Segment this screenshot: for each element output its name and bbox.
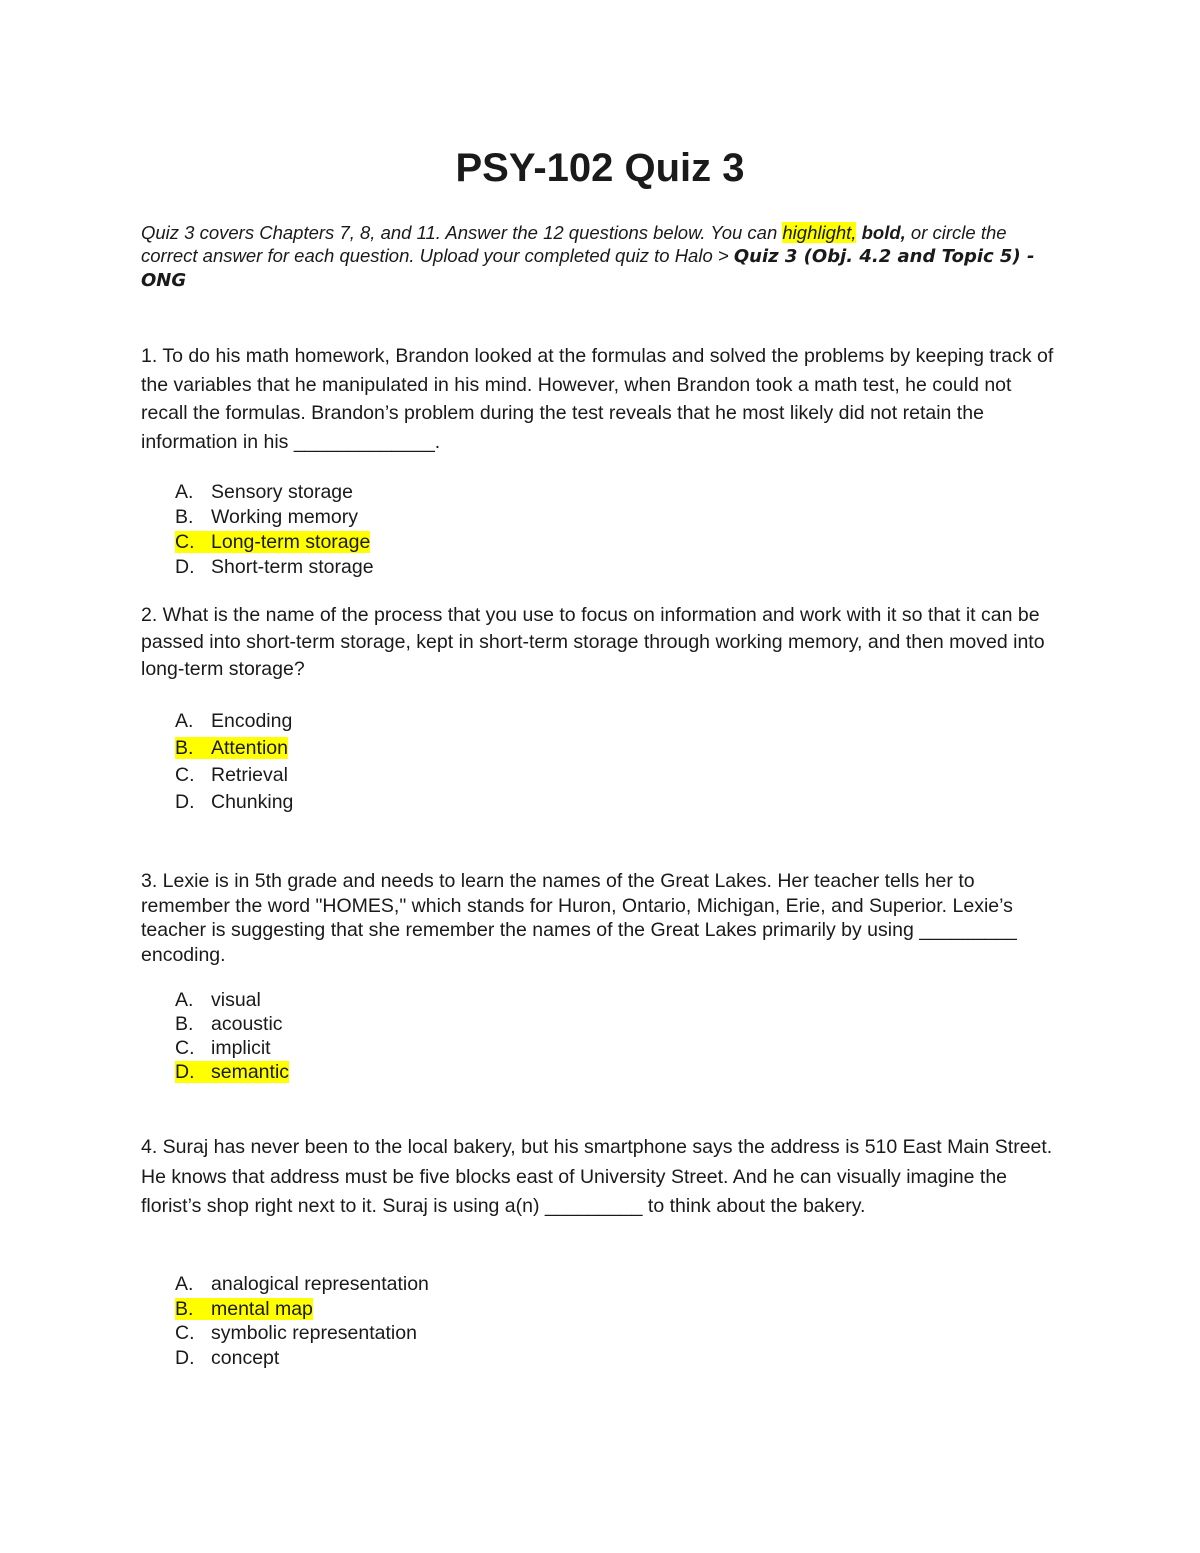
option-text: acoustic xyxy=(211,1013,283,1035)
option-letter: A. xyxy=(175,710,194,732)
option-text: Long-term storage xyxy=(211,531,371,553)
option-3d-selected[interactable] xyxy=(175,1060,289,1084)
option-text: Chunking xyxy=(211,791,294,813)
instructions-text-2: or circle the correct answer for each question. Upload your completed quiz to Halo > xyxy=(141,222,1007,266)
option-letter: B. xyxy=(175,1297,194,1320)
option-2c[interactable] xyxy=(175,762,293,789)
option-1d[interactable] xyxy=(175,555,374,580)
option-3c[interactable] xyxy=(175,1036,289,1060)
option-letter: B. xyxy=(175,1013,194,1035)
option-letter: D. xyxy=(175,556,195,578)
option-letter: C. xyxy=(175,1322,195,1344)
option-4b-selected[interactable] xyxy=(175,1297,429,1322)
option-1a[interactable] xyxy=(175,480,374,505)
option-letter: D. xyxy=(175,1346,195,1369)
option-1b[interactable] xyxy=(175,505,374,530)
page-title: PSY-102 Quiz 3 xyxy=(455,146,745,190)
option-text: Encoding xyxy=(211,710,293,732)
question-4: 4. Suraj has never been to the local bakery, but his smartphone says the address is 510 East Main Street. He knows that address must be five blocks east of University Street. And he can visually imagine the florist’s shop right next to it. Suraj is using a(n) _________ to think about the bakery. xyxy=(141,1136,1053,1217)
question-4-options xyxy=(175,1272,429,1370)
option-3b[interactable] xyxy=(175,1012,289,1036)
question-2: 2. What is the name of the process that you use to focus on information and work with it so that it can be passed into short-term storage, kept in short-term storage through working memory, and then moved into long-term storage? xyxy=(141,604,1045,680)
quiz-reference: Quiz 3 (Obj. 4.2 and Topic 5) - ONG xyxy=(141,246,1035,291)
option-2b-selected[interactable] xyxy=(175,735,293,762)
option-letter: C. xyxy=(175,1037,195,1059)
option-text: Short-term storage xyxy=(211,556,374,578)
option-text: visual xyxy=(211,989,261,1011)
question-1: 1. To do his math homework, Brandon looked at the formulas and solved the problems by keeping track of the variables that he manipulated in his mind. However, when Brandon took a math test, he could not recall the formulas. Brandon’s problem during the test reveals that he most likely did not retain the information in his _____________. xyxy=(141,345,1054,453)
option-text: Retrieval xyxy=(211,764,288,786)
option-3a[interactable] xyxy=(175,988,289,1012)
quiz-instructions xyxy=(141,221,1041,292)
option-text: Working memory xyxy=(211,506,359,528)
option-text: concept xyxy=(211,1346,280,1369)
option-text: implicit xyxy=(211,1037,271,1059)
option-text: semantic xyxy=(211,1061,290,1083)
option-2a[interactable] xyxy=(175,708,293,735)
question-2-options xyxy=(175,708,293,816)
option-letter: D. xyxy=(175,1061,195,1083)
option-4d[interactable] xyxy=(175,1346,429,1371)
option-letter: C. xyxy=(175,764,195,786)
option-text: symbolic representation xyxy=(211,1322,417,1344)
option-letter: B. xyxy=(175,506,194,528)
option-letter: D. xyxy=(175,791,195,813)
highlight-word: highlight, xyxy=(782,222,857,243)
option-2d[interactable] xyxy=(175,789,293,816)
option-1c-selected[interactable] xyxy=(175,530,374,555)
option-letter: A. xyxy=(175,1273,194,1295)
option-text: mental map xyxy=(211,1297,313,1320)
option-letter: C. xyxy=(175,531,195,553)
option-4a[interactable] xyxy=(175,1272,429,1297)
option-letter: B. xyxy=(175,737,194,759)
option-text: analogical representation xyxy=(211,1273,429,1295)
option-4c[interactable] xyxy=(175,1321,429,1346)
option-letter: A. xyxy=(175,481,194,503)
option-letter: A. xyxy=(175,989,194,1011)
option-text: Sensory storage xyxy=(211,481,353,503)
question-3-options xyxy=(175,988,289,1084)
instructions-text-1: Quiz 3 covers Chapters 7, 8, and 11. Answer the 12 questions below. You can xyxy=(141,222,783,243)
option-text: Attention xyxy=(211,737,288,759)
bold-word: bold, xyxy=(861,222,906,243)
question-1-options xyxy=(175,480,374,580)
question-3: 3. Lexie is in 5th grade and needs to learn the names of the Great Lakes. Her teacher tells her to remember the word "HOMES," which stands for Huron, Ontario, Michigan, Erie, and Superior. Lexie’s teacher is suggesting that she remember the names of the Great Lakes primarily by using _________ encoding. xyxy=(141,870,1017,966)
